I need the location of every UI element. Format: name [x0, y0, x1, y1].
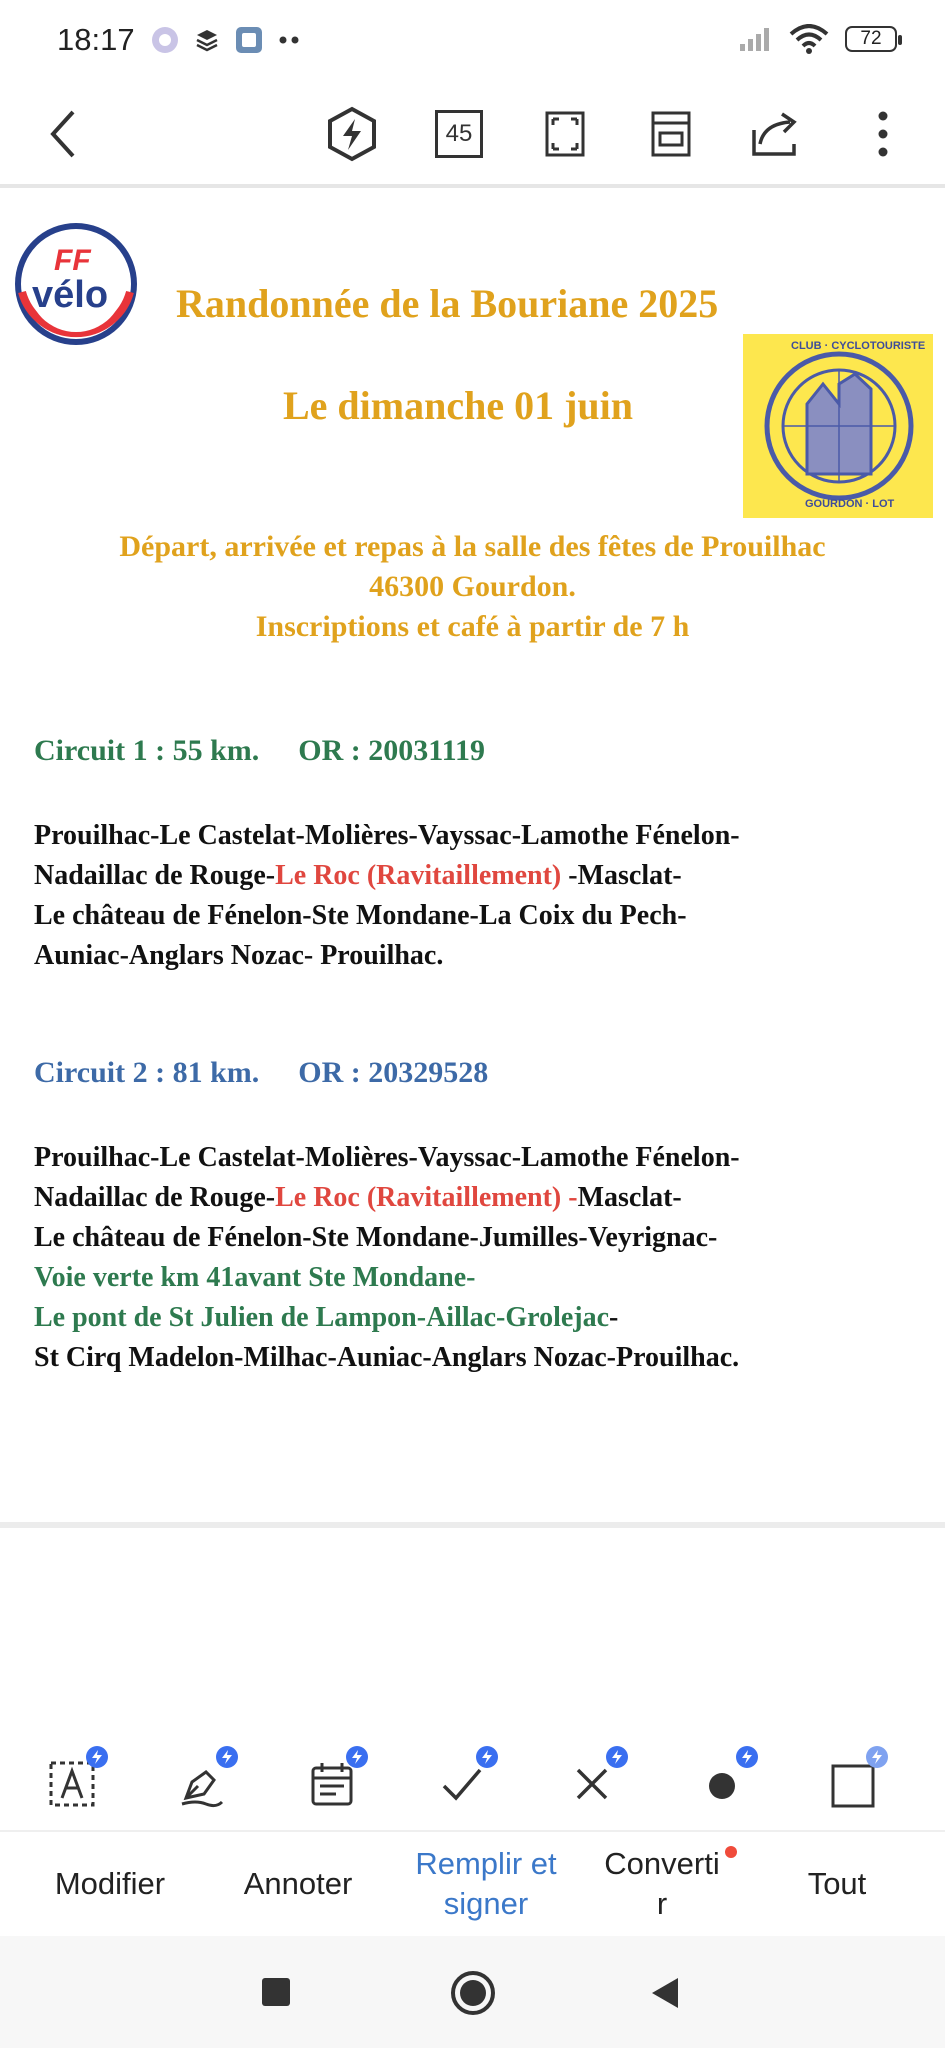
new-feature-dot	[725, 1846, 737, 1858]
circuit-2-heading	[34, 1056, 488, 1090]
tab-label: Tout	[807, 1866, 867, 1901]
system-navigation-bar	[0, 1936, 945, 2048]
route-line: Le château de Fénelon-Ste Mondane-Jumilles-Veyrignac-	[34, 1222, 718, 1253]
info-line-2: 46300 Gourdon.	[369, 570, 576, 603]
route-line: Prouilhac-Le Castelat-Molières-Vayssac-Lamothe Fénelon-	[34, 1142, 740, 1173]
layers-icon	[194, 27, 220, 53]
premium-badge-icon	[606, 1746, 628, 1768]
stamp-text-bottom: GOURDON · LOT	[805, 498, 895, 510]
date-tool[interactable]	[296, 1748, 368, 1820]
fullscreen-icon	[544, 110, 586, 158]
route-line-greenway: Voie verte km 41avant Ste Mondane-	[34, 1262, 476, 1293]
status-bar	[0, 0, 945, 84]
circuit-2-title: Circuit 2 : 81 km.	[34, 1056, 260, 1089]
system-icons	[739, 24, 897, 54]
premium-badge-icon	[476, 1746, 498, 1768]
wifi-icon	[789, 24, 829, 54]
dot-tool[interactable]	[686, 1748, 758, 1820]
info-line-3: Inscriptions et café à partir de 7 h	[255, 610, 690, 643]
premium-badge-icon	[216, 1746, 238, 1768]
circuit-1-title: Circuit 1 : 55 km.	[34, 734, 260, 767]
tab-label: signer	[443, 1886, 529, 1921]
tab-label: Annoter	[243, 1866, 353, 1901]
route-line: Auniac-Anglars Nozac- Prouilhac.	[34, 940, 444, 971]
notification-icons	[150, 25, 302, 55]
page-divider	[0, 1522, 945, 1528]
info-line-1: Départ, arrivée et repas à la salle des fêtes de Prouilhac	[119, 530, 826, 563]
premium-badge-icon	[866, 1746, 888, 1768]
route-line: Nadaillac de Rouge-Le Roc (Ravitaillement) -Masclat-	[34, 860, 682, 891]
back-nav-button[interactable]	[650, 1976, 680, 2015]
tab-tout[interactable]	[752, 1832, 922, 1936]
document-title: Randonnée de la Bouriane 2025	[176, 281, 719, 326]
reading-mode-icon	[650, 110, 692, 158]
refreshment-stop: Le Roc (Ravitaillement) -	[275, 1182, 578, 1213]
more-icon	[877, 110, 889, 158]
tab-remplir-et-signer[interactable]	[396, 1832, 576, 1936]
text-field-tool[interactable]	[36, 1748, 108, 1820]
logo-text-ff: FF	[54, 244, 91, 277]
circuit-2-route	[34, 1138, 934, 1378]
circuit-1-route	[34, 816, 934, 976]
premium-badge-icon	[346, 1746, 368, 1768]
tab-label: Remplir et	[415, 1846, 557, 1881]
document-date: Le dimanche 01 juin	[283, 383, 634, 428]
route-line: Nadaillac de Rouge-Le Roc (Ravitaillement) -Masclat-	[34, 1182, 682, 1213]
battery-indicator	[845, 26, 897, 52]
home-circle-icon	[450, 1970, 496, 2016]
recent-apps-button[interactable]	[262, 1978, 290, 2011]
document-page[interactable]	[0, 188, 945, 1523]
gallery-icon	[234, 25, 264, 55]
more-options-button[interactable]	[848, 99, 918, 169]
page-number-icon	[435, 110, 483, 158]
share-button[interactable]	[741, 99, 811, 169]
circuit-1-heading	[34, 734, 485, 768]
signature-tool[interactable]	[166, 1748, 238, 1820]
signal-icon	[739, 26, 773, 52]
back-button[interactable]	[28, 99, 98, 169]
logo-text-velo: vélo	[32, 274, 109, 316]
club-stamp-logo	[743, 334, 933, 518]
tab-label: Converti	[604, 1846, 720, 1881]
page-count: 45	[445, 120, 473, 147]
reading-mode-button[interactable]	[636, 99, 706, 169]
stamp-text-top: CLUB · CYCLOTOURISTE	[791, 340, 926, 352]
route-line: Prouilhac-Le Castelat-Molières-Vayssac-Lamothe Fénelon-	[34, 820, 740, 851]
lightning-icon	[326, 106, 378, 162]
status-time: 18:17	[57, 22, 135, 57]
circuit-1-or-code: OR : 20031119	[298, 734, 485, 767]
cross-tool[interactable]	[556, 1748, 628, 1820]
page-count-button[interactable]	[424, 99, 494, 169]
premium-badge-icon	[736, 1746, 758, 1768]
bottom-tab-bar	[0, 1830, 945, 1936]
square-stop-icon	[262, 1978, 290, 2006]
route-line: Le château de Fénelon-Ste Mondane-La Coix du Pech-	[34, 900, 687, 931]
home-button[interactable]	[450, 1970, 496, 2021]
tab-annoter[interactable]	[208, 1832, 388, 1936]
tab-modifier[interactable]	[20, 1832, 200, 1936]
circuit-2-or-code: OR : 20329528	[298, 1056, 489, 1089]
tab-label: r	[656, 1886, 668, 1921]
route-line: Le pont de St Julien de Lampon-Aillac-Grolejac-	[34, 1302, 619, 1333]
route-line: St Cirq Madelon-Milhac-Auniac-Anglars Nozac-Prouilhac.	[34, 1342, 740, 1373]
ffvelo-logo	[14, 222, 138, 346]
quick-action-button[interactable]	[317, 99, 387, 169]
rectangle-tool[interactable]	[816, 1748, 888, 1820]
checkmark-tool[interactable]	[426, 1748, 498, 1820]
refreshment-stop: Le Roc (Ravitaillement)	[275, 860, 562, 891]
back-icon	[45, 108, 81, 160]
tool-icons-row	[0, 1730, 945, 1830]
share-icon	[750, 110, 802, 158]
tab-convertir[interactable]	[584, 1832, 740, 1936]
premium-badge-icon	[86, 1746, 108, 1768]
tab-label: Modifier	[54, 1866, 166, 1901]
fullscreen-button[interactable]	[530, 99, 600, 169]
route-line-greenway: Le pont de St Julien de Lampon-Aillac-Grolejac	[34, 1302, 610, 1333]
top-toolbar	[0, 84, 945, 188]
more-notifications-icon	[278, 35, 302, 45]
app-notification-icon	[150, 25, 180, 55]
back-triangle-icon	[650, 1976, 680, 2010]
battery-level: 72	[860, 28, 882, 49]
